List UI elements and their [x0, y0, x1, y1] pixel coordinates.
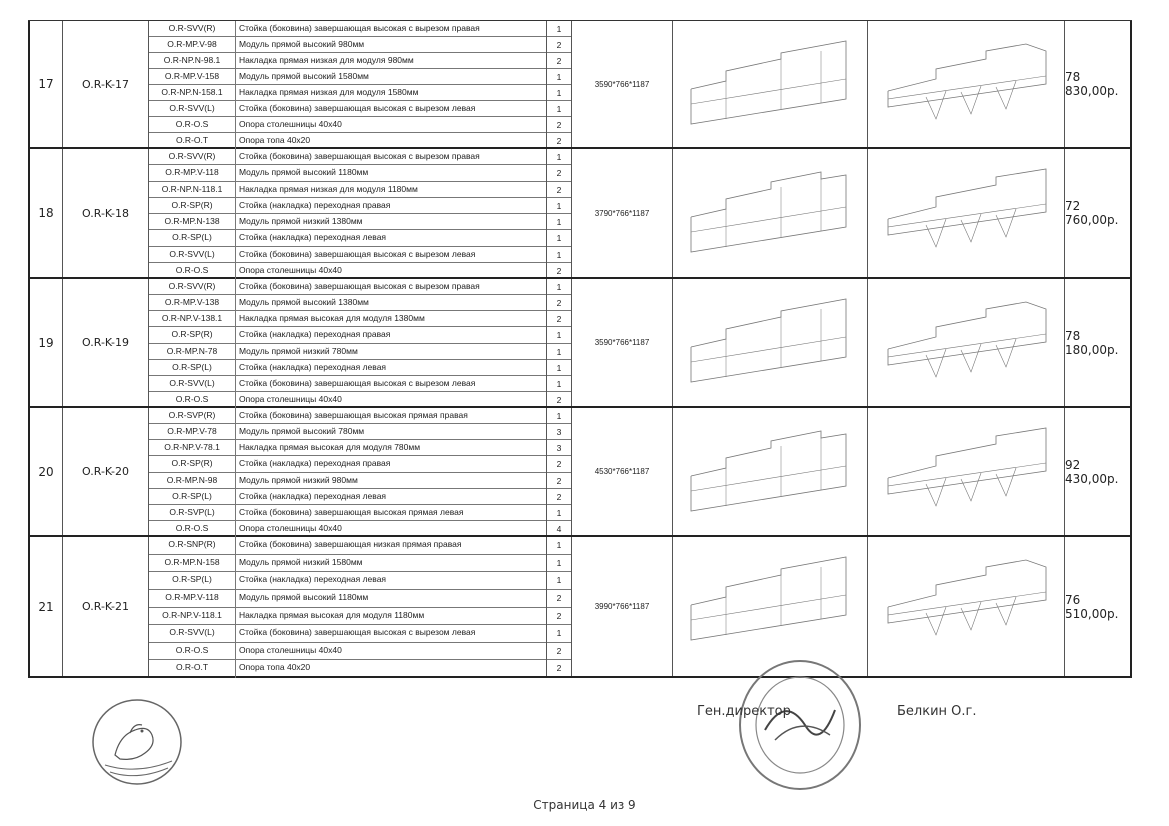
- part-code: O.R-O.T: [149, 660, 236, 678]
- part-row: [149, 376, 546, 392]
- kit-code: O.R-K-20: [63, 408, 149, 535]
- part-row: [149, 133, 546, 149]
- parts-list: [149, 149, 547, 277]
- part-description: Стойка (боковина) завершающая высокая с вырезом левая: [239, 248, 476, 259]
- part-row: [149, 608, 546, 626]
- part-row: [149, 408, 546, 424]
- part-description: Модуль прямой высокий 1180мм: [239, 591, 369, 602]
- part-quantity: 2: [547, 608, 571, 626]
- part-row: [149, 311, 546, 327]
- part-description: Стойка (накладка) переходная левая: [239, 361, 387, 372]
- kit-dimensions: 3990*766*1187: [572, 537, 673, 676]
- part-quantity: 2: [547, 489, 571, 505]
- part-code: O.R-NP.N-98.1: [149, 53, 236, 68]
- part-description: Стойка (боковина) завершающая высокая с вырезом правая: [239, 151, 480, 161]
- part-description: Опора столешницы 40х40: [239, 644, 342, 655]
- part-row: [149, 643, 546, 661]
- part-row: [149, 165, 546, 181]
- part-quantity: 2: [556, 265, 562, 276]
- kit-code: O.R-K-17: [63, 21, 149, 147]
- part-quantity: 2: [556, 394, 562, 405]
- part-description: Модуль прямой низкий 780мм: [239, 345, 358, 356]
- part-description: Опора столешницы 40х40: [239, 393, 342, 404]
- part-row: [149, 489, 546, 505]
- part-quantity: 3: [547, 440, 571, 456]
- part-description: Стойка (боковина) завершающая высокая с вырезом левая: [239, 103, 476, 113]
- part-description: Стойка (накладка) переходная правая: [239, 329, 391, 340]
- part-quantity: 2: [547, 295, 571, 311]
- part-description: Модуль прямой низкий 1580мм: [239, 556, 363, 567]
- kit-row: [28, 149, 1132, 279]
- part-row: [149, 247, 546, 263]
- part-code: O.R-SVV(R): [149, 279, 236, 294]
- quantity-list: [547, 408, 572, 535]
- part-code: O.R-NP.V-118.1: [149, 608, 236, 625]
- kit-dimensions: 3790*766*1187: [572, 149, 673, 277]
- kit-price: 72 760,00р.: [1065, 199, 1119, 227]
- part-description: Модуль прямой высокий 780мм: [239, 426, 365, 437]
- part-description: Модуль прямой низкий 1380мм: [239, 216, 363, 226]
- part-quantity: 1: [547, 101, 571, 117]
- part-description: Стойка (боковина) завершающая высокая с вырезом правая: [239, 281, 480, 291]
- kit-dimensions: 3590*766*1187: [572, 279, 673, 406]
- kit-dimensions: 4530*766*1187: [572, 408, 673, 535]
- part-quantity: 1: [547, 572, 571, 590]
- part-quantity: 1: [547, 344, 571, 360]
- part-code: O.R-MP.N-98: [149, 473, 236, 488]
- part-row: [149, 456, 546, 472]
- part-quantity: 2: [547, 456, 571, 472]
- kit-row: [28, 21, 1132, 149]
- part-quantity: 1: [547, 327, 571, 343]
- part-quantity: 1: [547, 69, 571, 85]
- parts-list: [149, 537, 547, 676]
- part-code: O.R-SVV(R): [149, 21, 236, 36]
- part-code: O.R-MP.V-118: [149, 165, 236, 180]
- part-code: O.R-O.S: [149, 392, 236, 408]
- quantity-list: [547, 21, 572, 147]
- part-quantity: 1: [547, 230, 571, 246]
- parts-list: [149, 408, 547, 535]
- back-view-drawing: [868, 149, 1065, 277]
- part-row: [149, 327, 546, 343]
- part-code: O.R-SVP(L): [149, 505, 236, 520]
- part-row: [149, 473, 546, 489]
- part-code: O.R-O.S: [149, 643, 236, 660]
- front-view-drawing: [673, 279, 868, 406]
- part-row: [149, 590, 546, 608]
- part-quantity: 1: [547, 21, 571, 37]
- part-quantity: 3: [547, 424, 571, 440]
- kit-dimensions: 3590*766*1187: [572, 21, 673, 147]
- part-quantity: 1: [547, 149, 571, 165]
- part-description: Стойка (накладка) переходная правая: [239, 458, 391, 469]
- part-description: Модуль прямой высокий 1180мм: [239, 167, 369, 178]
- part-code: O.R-SP(R): [149, 198, 236, 213]
- part-quantity: 1: [547, 214, 571, 230]
- back-view-drawing: [868, 21, 1065, 147]
- part-quantity: 1: [547, 376, 571, 392]
- part-code: O.R-MP.V-118: [149, 590, 236, 607]
- part-description: Стойка (боковина) завершающая высокая с вырезом левая: [239, 627, 476, 638]
- part-row: [149, 53, 546, 69]
- part-row: [149, 555, 546, 573]
- part-row: [149, 424, 546, 440]
- page-number: Страница 4 из 9: [533, 798, 636, 812]
- quantity-list: [547, 279, 572, 406]
- part-code: O.R-MP.N-78: [149, 344, 236, 359]
- part-code: O.R-O.T: [149, 133, 236, 149]
- part-code: O.R-SVV(L): [149, 247, 236, 262]
- signature-title: Ген.директор: [697, 704, 791, 719]
- kit-code: O.R-K-21: [63, 537, 149, 676]
- quantity-list: [547, 149, 572, 277]
- part-description: Накладка прямая низкая для модуля 980мм: [239, 55, 414, 65]
- part-code: O.R-SNP(R): [149, 537, 236, 554]
- front-view-drawing: [673, 21, 868, 147]
- part-description: Стойка (накладка) переходная левая: [239, 490, 387, 501]
- part-code: O.R-SVP(R): [149, 408, 236, 423]
- part-description: Стойка (боковина) завершающая высокая прямая правая: [239, 410, 468, 420]
- part-row: [149, 37, 546, 53]
- part-row: [149, 537, 546, 555]
- part-code: O.R-NP.V-138.1: [149, 311, 236, 326]
- part-description: Опора столешницы 40х40: [239, 119, 342, 129]
- part-row: [149, 505, 546, 521]
- part-quantity: 1: [547, 198, 571, 214]
- part-code: O.R-SVV(L): [149, 376, 236, 391]
- kit-number: 18: [30, 149, 63, 277]
- part-row: [149, 279, 546, 295]
- part-row: [149, 198, 546, 214]
- part-quantity: 1: [547, 555, 571, 573]
- part-description: Стойка (накладка) переходная левая: [239, 232, 387, 243]
- part-row: [149, 263, 546, 279]
- part-row: [149, 85, 546, 101]
- part-row: [149, 392, 546, 408]
- part-quantity: 1: [547, 360, 571, 376]
- part-row: [149, 295, 546, 311]
- part-description: Накладка прямая низкая для модуля 1580мм: [239, 87, 419, 97]
- part-description: Стойка (накладка) переходная правая: [239, 199, 391, 210]
- part-code: O.R-O.S: [149, 117, 236, 132]
- part-code: O.R-SP(R): [149, 327, 236, 342]
- part-row: [149, 69, 546, 85]
- part-quantity: 2: [547, 590, 571, 608]
- part-description: Модуль прямой низкий 980мм: [239, 474, 358, 485]
- part-description: Стойка (накладка) переходная левая: [239, 574, 387, 585]
- kit-number: 17: [30, 21, 63, 147]
- part-code: O.R-MP.V-158: [149, 69, 236, 84]
- back-view-drawing: [868, 408, 1065, 535]
- company-logo-emblem: [90, 695, 185, 794]
- quantity-list: [547, 537, 572, 676]
- part-row: [149, 101, 546, 117]
- part-description: Стойка (боковина) завершающая высокая с вырезом правая: [239, 23, 480, 33]
- price-table: [28, 20, 1132, 678]
- part-row: [149, 521, 546, 537]
- parts-list: [149, 279, 547, 406]
- part-code: O.R-MP.N-158: [149, 555, 236, 572]
- part-quantity: 2: [547, 311, 571, 327]
- part-code: O.R-SP(L): [149, 489, 236, 504]
- kit-price: 76 510,00р.: [1065, 592, 1119, 621]
- part-description: Опора столешницы 40х40: [239, 522, 342, 533]
- front-view-drawing: [673, 149, 868, 277]
- signature-name: Белкин О.г.: [897, 704, 977, 719]
- part-description: Модуль прямой высокий 1380мм: [239, 297, 369, 308]
- part-quantity: 1: [547, 408, 571, 424]
- front-view-drawing: [673, 408, 868, 535]
- back-view-drawing: [868, 537, 1065, 676]
- kit-price: 78 830,00р.: [1065, 70, 1119, 98]
- part-row: [149, 440, 546, 456]
- part-description: Модуль прямой высокий 980мм: [239, 39, 365, 49]
- part-quantity: 2: [547, 165, 571, 181]
- kit-number: 19: [30, 279, 63, 406]
- kit-price: 78 180,00р.: [1065, 328, 1119, 357]
- part-quantity: 1: [547, 247, 571, 263]
- part-description: Накладка прямая высокая для модуля 1380мм: [239, 313, 425, 324]
- part-row: [149, 149, 546, 165]
- part-code: O.R-SVV(R): [149, 149, 236, 164]
- part-code: O.R-O.S: [149, 521, 236, 537]
- part-description: Стойка (боковина) завершающая высокая с вырезом левая: [239, 377, 476, 388]
- back-view-drawing: [868, 279, 1065, 406]
- part-row: [149, 360, 546, 376]
- kit-row: [28, 408, 1132, 537]
- kit-price: 92 430,00р.: [1065, 457, 1119, 486]
- kit-code: O.R-K-18: [63, 149, 149, 277]
- part-row: [149, 182, 546, 198]
- part-code: O.R-SVV(L): [149, 101, 236, 116]
- part-code: O.R-SP(L): [149, 360, 236, 375]
- kit-number: 21: [30, 537, 63, 676]
- part-code: O.R-O.S: [149, 263, 236, 279]
- part-row: [149, 214, 546, 230]
- part-code: O.R-SP(R): [149, 456, 236, 471]
- part-quantity: 2: [547, 473, 571, 489]
- part-code: O.R-NP.N-158.1: [149, 85, 236, 100]
- kit-row: [28, 537, 1132, 678]
- part-code: O.R-MP.V-138: [149, 295, 236, 310]
- parts-list: [149, 21, 547, 147]
- part-row: [149, 660, 546, 678]
- part-description: Модуль прямой высокий 1580мм: [239, 71, 369, 81]
- part-quantity: 1: [547, 279, 571, 295]
- part-quantity: 1: [547, 625, 571, 643]
- part-code: O.R-SVV(L): [149, 625, 236, 642]
- part-description: Опора топа 40х20: [239, 662, 311, 673]
- part-quantity: 4: [556, 523, 562, 534]
- part-row: [149, 230, 546, 246]
- part-description: Накладка прямая низкая для модуля 1180мм: [239, 183, 418, 194]
- part-description: Накладка прямая высокая для модуля 780мм: [239, 442, 421, 453]
- part-code: O.R-MP.N-138: [149, 214, 236, 229]
- part-code: O.R-MP.V-78: [149, 424, 236, 439]
- part-quantity: 2: [547, 643, 571, 661]
- part-code: O.R-SP(L): [149, 572, 236, 589]
- part-code: O.R-NP.V-78.1: [149, 440, 236, 455]
- kit-row: [28, 279, 1132, 408]
- part-description: Стойка (боковина) завершающая высокая прямая левая: [239, 506, 464, 517]
- part-quantity: 1: [547, 537, 571, 555]
- part-row: [149, 572, 546, 590]
- kit-number: 20: [30, 408, 63, 535]
- part-row: [149, 21, 546, 37]
- part-description: Опора столешницы 40х40: [239, 264, 342, 275]
- part-row: [149, 625, 546, 643]
- part-description: Опора топа 40х20: [239, 135, 311, 145]
- kit-code: O.R-K-19: [63, 279, 149, 406]
- part-quantity: 2: [556, 136, 562, 146]
- part-quantity: 2: [556, 663, 562, 674]
- part-quantity: 1: [547, 505, 571, 521]
- part-description: Накладка прямая высокая для модуля 1180мм: [239, 609, 425, 620]
- part-quantity: 2: [547, 117, 571, 133]
- part-quantity: 2: [547, 182, 571, 198]
- part-quantity: 2: [547, 37, 571, 53]
- part-code: O.R-NP.N-118.1: [149, 182, 236, 197]
- company-stamp: [735, 655, 865, 799]
- part-quantity: 1: [547, 85, 571, 101]
- part-description: Стойка (боковина) завершающая низкая прямая правая: [239, 539, 462, 549]
- part-code: O.R-MP.V-98: [149, 37, 236, 52]
- part-code: O.R-SP(L): [149, 230, 236, 245]
- part-row: [149, 344, 546, 360]
- part-quantity: 2: [547, 53, 571, 69]
- part-row: [149, 117, 546, 133]
